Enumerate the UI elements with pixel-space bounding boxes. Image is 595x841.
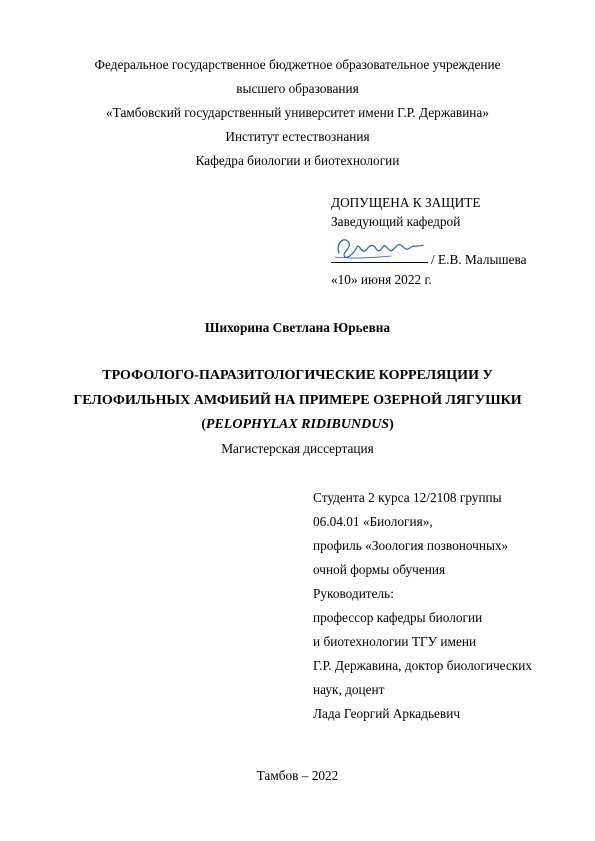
detail-line: 06.04.01 «Биология», — [313, 514, 433, 529]
detail-line: Г.Р. Державина, доктор биологических — [313, 658, 533, 673]
paren-open: ( — [201, 417, 206, 432]
head-of-department-name: / Е.В. Малышева — [431, 252, 527, 267]
species-name: PELOPHYLAX RIDIBUNDUS — [205, 417, 390, 432]
author-name: Шихорина Светлана Юрьевна — [204, 320, 391, 335]
thesis-title-line-1: ТРОФОЛОГО-ПАРАЗИТОЛОГИЧЕСКИЕ КОРРЕЛЯЦИИ У — [102, 368, 493, 383]
institution-line-2: высшего образования — [236, 81, 359, 96]
supervisor-name: Лада Георгий Аркадьевич — [313, 706, 461, 721]
detail-line: наук, доцент — [313, 682, 385, 697]
approval-position: Заведующий кафедрой — [331, 214, 461, 229]
thesis-type: Магистерская диссертация — [221, 441, 374, 456]
detail-line: очной формы обучения — [313, 562, 446, 577]
institution-line-3: «Тамбовский государственный университет имени Г.Р. Державина» — [106, 105, 489, 120]
department-name: Кафедра биологии и биотехнологии — [195, 153, 400, 168]
signature-line — [331, 262, 428, 263]
city-year: Тамбов – 2022 — [256, 768, 339, 783]
supervisor-label: Руководитель: — [313, 586, 394, 601]
institution-line-1: Федеральное государственное бюджетное образовательное учреждение — [94, 57, 501, 72]
thesis-title-line-3 — [0, 417, 595, 433]
paren-close: ) — [389, 417, 394, 432]
handwritten-signature-icon — [331, 229, 427, 263]
detail-line: Студента 2 курса 12/2108 группы — [313, 490, 502, 505]
detail-line: и биотехнологии ТГУ имени — [313, 634, 477, 649]
approval-title: ДОПУЩЕНА К ЗАЩИТЕ — [331, 195, 481, 210]
institute-name: Институт естествознания — [225, 129, 370, 144]
approval-date: «10» июня 2022 г. — [331, 272, 432, 287]
thesis-title-line-2: ГЕЛОФИЛЬНЫХ АМФИБИЙ НА ПРИМЕРЕ ОЗЕРНОЙ ЛЯГУШКИ — [73, 393, 522, 408]
detail-line: профессор кафедры биологии — [313, 610, 483, 625]
detail-line: профиль «Зоология позвоночных» — [313, 538, 509, 553]
